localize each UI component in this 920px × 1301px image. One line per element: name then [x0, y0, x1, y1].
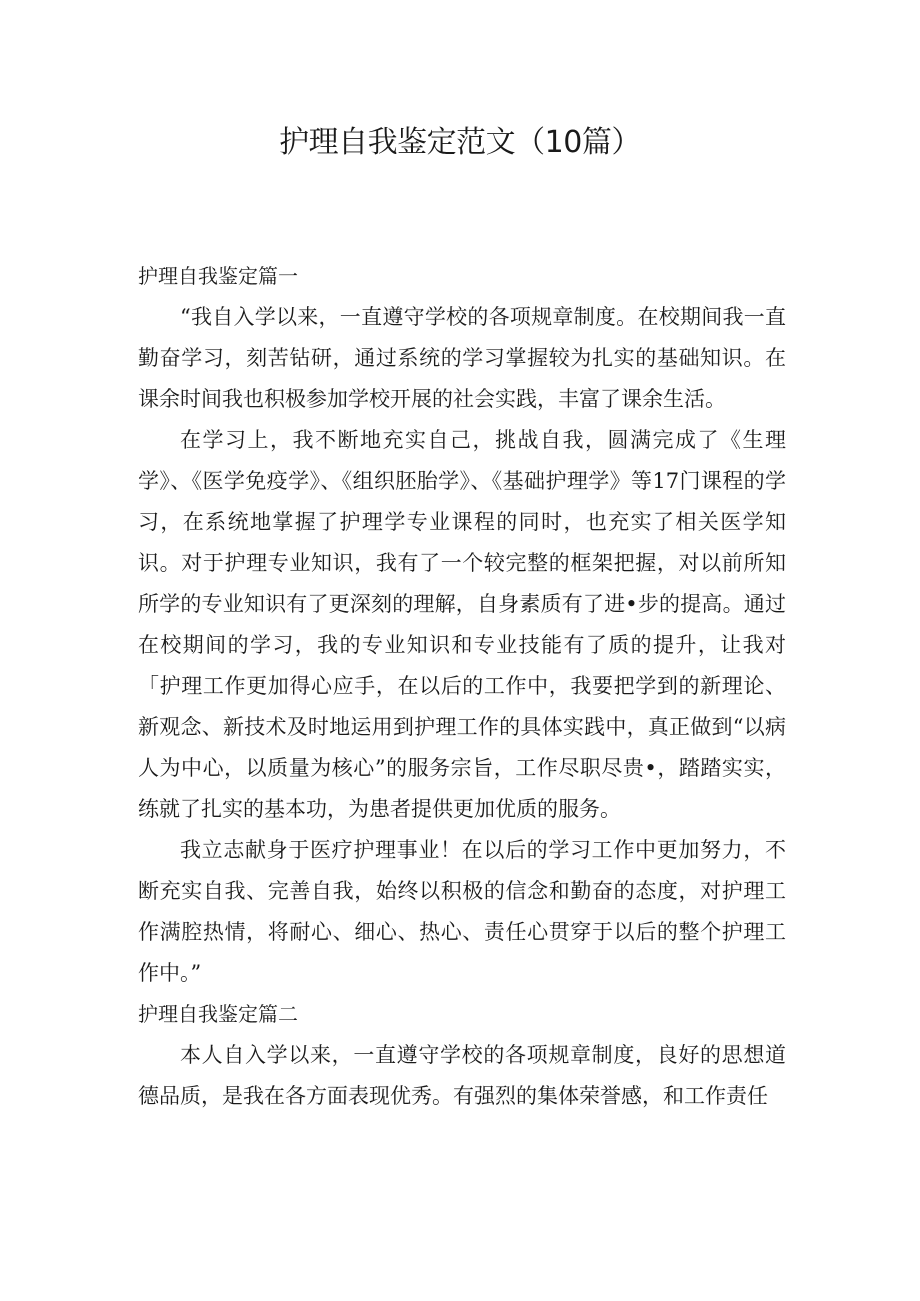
paragraph: “我自入学以来，一直遵守学校的各项规章制度。在校期间我一直勤奋学习，刻苦钻研，通过系统的学习掌握较为扎实的基础知识。在课余时间我也积极参加学校开展的社会实践，丰富了课余生活。: [138, 305, 786, 411]
paragraph: 本人自入学以来，一直遵守学校的各项规章制度，良好的思想道德品质，是我在各方面表现优秀。有强烈的集体荣誉感，和工作责任: [138, 1043, 786, 1108]
paragraph: 在学习上，我不断地充实自己，挑战自我，圆满完成了《生理学》、《医学免疫学》、《组织胚胎学》、《基础护理学》等17门课程的学习，在系统地掌握了护理学专业课程的同时，也充实了相关医学知识。对于护理专业知识，我有了一个较完整的框架把握，对以前所知所学的专业知识有了更深刻的理解，自身素质有了进•步的提高。通过在校期间的学习，我的专业知识和专业技能有了质的提升，让我对「护理工作更加得心应手，在以后的工作中，我要把学到的新理论、新观念、新技术及时地运用到护理工作的具体实践中，真正做到“以病人为中心，以质量为核心”的服务宗旨，工作尽职尽贵•，踏踏实实，练就了扎实的基本功，为患者提供更加优质的服务。: [138, 428, 786, 821]
document-body: [138, 256, 786, 1117]
paragraph: 我立志献身于医疗护理事业！在以后的学习工作中更加努力，不断充实自我、完善自我，始终以积极的信念和勤奋的态度，对护理工作满腔热情，将耐心、细心、热心、责任心贯穿于以后的整个护理工作中。”: [138, 838, 786, 985]
document-title: 护理自我鉴定范文（10篇）: [279, 125, 641, 160]
section-heading: 护理自我鉴定篇二: [138, 1002, 298, 1026]
section-heading: 护理自我鉴定篇一: [138, 264, 298, 288]
